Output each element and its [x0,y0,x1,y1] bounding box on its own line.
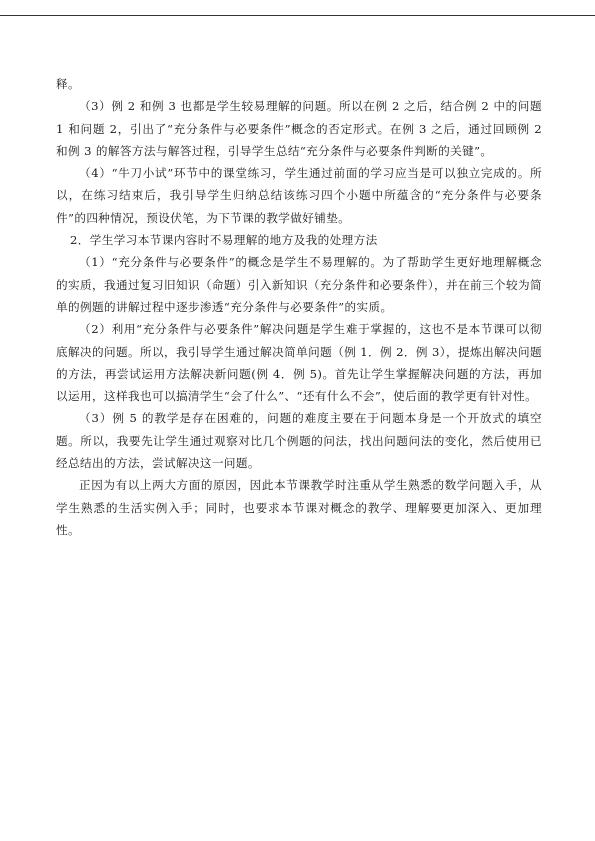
section-heading-2: 2．学生学习本节课内容时不易理解的地方及我的处理方法 [70,233,378,248]
paragraph-item-4: （4）“牛刀小试”环节中的课堂练习，学生通过前面的学习应当是可以独立完成的。所以，在练习结束后，我引导学生归纳总结该练习四个小题中所蕴含的“充分条件与必要条件”的四种情况，预设伏笔，为下节课的教学做好铺垫。 [56,166,542,225]
paragraph-conclusion: 正因为有以上两大方面的原因，因此本节课教学时注重从学生熟悉的数学问题入手，从学生熟悉的生活实例入手；同时，也要求本节课对概念的教学、理解要更加深入、更加理性。 [56,478,542,537]
paragraph-subitem-3: （3）例 5 的教学是存在困难的，问题的难度主要在于问题本身是一个开放式的填空题。所以，我要先让学生通过观察对比几个例题的问法，找出问题问法的变化，然后使用已经总结出的方法，尝试解决这一问题。 [56,411,542,471]
paragraph-item-3: （3）例 2 和例 3 也都是学生较易理解的问题。所以在例 2 之后，结合例 2 中的问题 1 和问题 2，引出了“充分条件与必要条件”概念的否定形式。在例 3 之后，通过回顾例 2 和例 3 的解答方法与解答过程，引导学生总结“充分条件与必要条件判断的关键”。 [56,99,542,158]
paragraph-subitem-2: （2）利用“充分条件与必要条件”解决问题是学生难于掌握的，这也不是本节课可以彻底解决的问题。所以，我引导学生通过解决简单问题（例 1．例 2．例 3），提炼出解决问题的方法，再尝试运用方法解决新问题(例 4．例 5)。首先让学生掌握解决问题的方法，再加以运用，这样我也可以搞清学生“会了什么”、“还有什么不会”，使后面的教学更有针对性。 [56,322,542,404]
document-body [56,73,542,541]
paragraph-subitem-1: （1）“充分条件与必要条件”的概念是学生不易理解的。为了帮助学生更好地理解概念的实质，我通过复习旧知识（命题）引入新知识（充分条件和必要条件），并在前三个较为简单的例题的讲解过程中逐步渗透“充分条件与必要条件”的实质。 [56,255,542,314]
paragraph-continuation: 释。 [56,77,80,91]
header-rule [0,15,595,16]
